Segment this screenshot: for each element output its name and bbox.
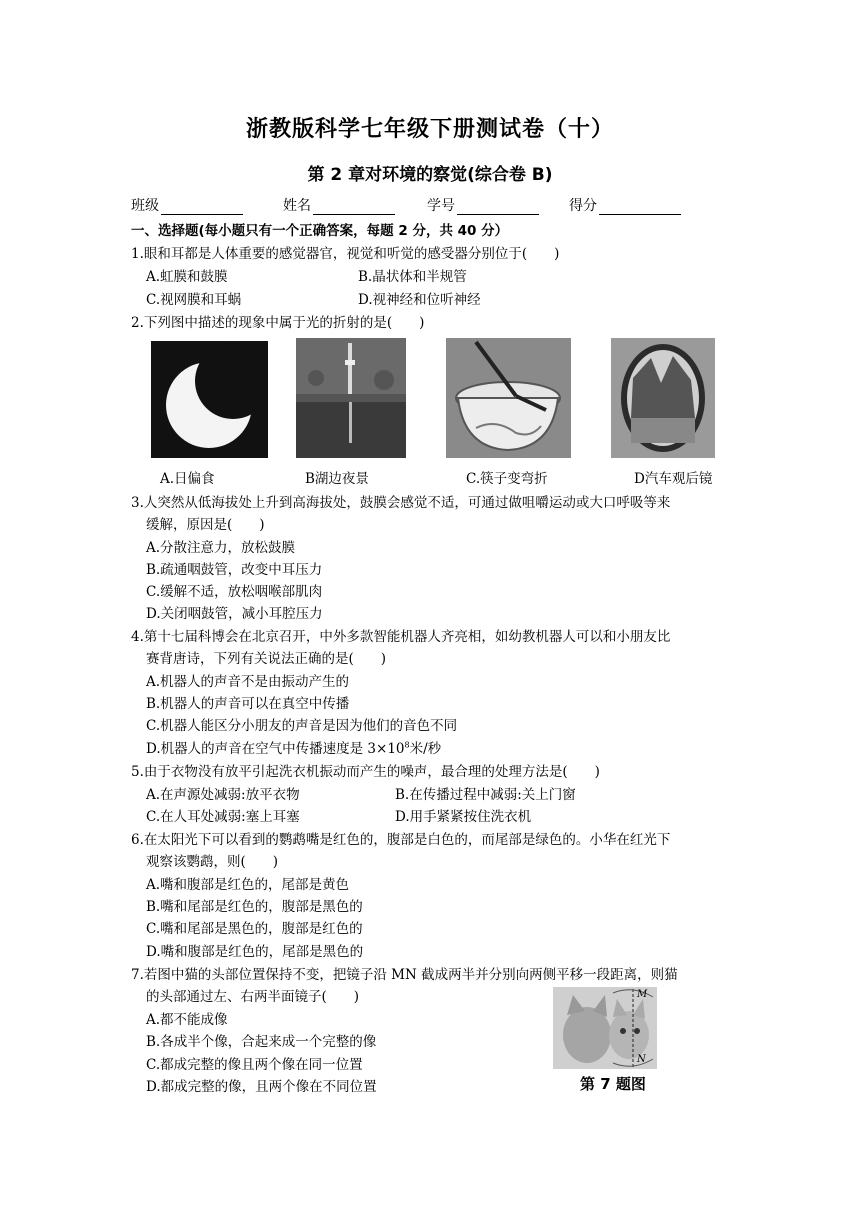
q7-figure-label-n: N xyxy=(637,1054,646,1065)
page-subtitle: 第 2 章对环境的察觉(综合卷 B) xyxy=(307,165,553,185)
q1-option-b: B.晶状体和半规管 xyxy=(358,269,467,285)
q1-option-a: A.虹膜和鼓膜 xyxy=(146,269,228,285)
q3-stem-line1: 3.人突然从低海拔处上升到高海拔处，鼓膜会感觉不适，可通过做咀嚼运动或大口呼吸等来 xyxy=(131,495,671,511)
q6-stem-line2: 观察该鹦鹉，则( ) xyxy=(146,854,279,870)
class-label: 班级 xyxy=(131,198,159,214)
q1-stem: 1.眼和耳都是人体重要的感觉器官，视觉和听觉的感受器分别位于( ) xyxy=(131,246,560,262)
student-info-row xyxy=(131,195,681,215)
q4-stem-line2: 赛背唐诗，下列有关说法正确的是( ) xyxy=(146,651,387,667)
q6-stem-line1: 6.在太阳光下可以看到的鹦鹉嘴是红色的，腹部是白色的，而尾部是绿色的。小华在红光下 xyxy=(131,832,671,848)
q3-option-c: C.缓解不适，放松咽喉部肌肉 xyxy=(146,584,323,600)
q7-figure-caption: 第 7 题图 xyxy=(580,1075,646,1093)
partial-eclipse-image xyxy=(151,341,268,458)
score-field xyxy=(569,195,681,215)
q3-option-a: A.分散注意力，放松鼓膜 xyxy=(146,540,296,556)
q7-option-d: D.都成完整的像，且两个像在不同位置 xyxy=(146,1079,377,1095)
q4-stem-line1: 4.第十七届科博会在北京召开，中外多款智能机器人齐亮相，如幼教机器人可以和小朋友比 xyxy=(131,629,671,645)
car-side-mirror-image xyxy=(611,338,715,458)
q4-option-d-unit: 米/秒 xyxy=(409,741,442,757)
class-blank xyxy=(161,200,243,215)
q6-option-d: D.嘴和腹部是红色的，尾部是黑色的 xyxy=(146,944,364,960)
q5-option-a: A.在声源处减弱:放平衣物 xyxy=(146,787,300,803)
q5-option-d: D.用手紧紧按住洗衣机 xyxy=(395,809,532,825)
q7-figure-label-m: M xyxy=(637,989,648,1000)
q4-option-c: C.机器人能区分小朋友的声音是因为他们的音色不同 xyxy=(146,718,458,734)
bent-chopsticks-bowl-image xyxy=(446,338,571,458)
q7-option-b: B.各成半个像，合起来成一个完整的像 xyxy=(146,1034,377,1050)
name-field xyxy=(283,195,395,215)
q2-caption-b: B湖边夜景 xyxy=(305,471,369,487)
name-blank xyxy=(313,200,395,215)
q3-option-d: D.关闭咽鼓管，减小耳腔压力 xyxy=(146,606,323,622)
q6-option-c: C.嘴和尾部是黑色的，腹部是红色的 xyxy=(146,921,363,937)
q3-option-b: B.疏通咽鼓管，改变中耳压力 xyxy=(146,562,323,578)
q5-stem: 5.由于衣物没有放平引起洗衣机振动而产生的噪声，最合理的处理方法是( ) xyxy=(131,764,600,780)
q2-caption-c: C.筷子变弯折 xyxy=(466,471,548,487)
q4-option-a: A.机器人的声音不是由振动产生的 xyxy=(146,674,350,690)
id-label: 学号 xyxy=(427,198,455,214)
page-title: 浙教版科学七年级下册测试卷（十） xyxy=(245,117,614,142)
lake-night-scene-image xyxy=(296,338,406,458)
q5-option-c: C.在人耳处减弱:塞上耳塞 xyxy=(146,809,300,825)
q4-option-b: B.机器人的声音可以在真空中传播 xyxy=(146,696,350,712)
q1-option-c: C.视网膜和耳蜗 xyxy=(146,292,242,308)
q5-option-b: B.在传播过程中减弱:关上门窗 xyxy=(395,787,576,803)
id-field xyxy=(427,195,539,215)
score-label: 得分 xyxy=(569,198,597,214)
q3-stem-line2: 缓解，原因是( ) xyxy=(146,517,265,533)
q2-stem: 2.下列图中描述的现象中属于光的折射的是( ) xyxy=(131,315,425,331)
q1-option-d: D.视神经和位听神经 xyxy=(358,292,481,308)
name-label: 姓名 xyxy=(283,198,311,214)
class-field xyxy=(131,195,243,215)
q4-option-d xyxy=(146,737,441,757)
q6-option-b: B.嘴和尾部是红色的，腹部是黑色的 xyxy=(146,899,363,915)
q2-caption-a: A.日偏食 xyxy=(160,471,215,487)
q7-stem-line1: 7.若图中猫的头部位置保持不变，把镜子沿 MN 截成两半并分别向两侧平移一段距离，则猫 xyxy=(131,967,678,983)
q6-option-a: A.嘴和腹部是红色的，尾部是黄色 xyxy=(146,877,350,893)
q2-caption-d: D汽车观后镜 xyxy=(634,471,713,487)
q7-option-c: C.都成完整的像且两个像在同一位置 xyxy=(146,1057,363,1073)
section-header: 一、选择题(每小题只有一个正确答案，每题 2 分，共 40 分） xyxy=(131,223,509,239)
q4-option-d-text: D.机器人的声音在空气中传播速度是 3×10 xyxy=(146,741,405,757)
q7-option-a: A.都不能成像 xyxy=(146,1012,228,1028)
id-blank xyxy=(457,200,539,215)
q4-option-d-exponent: 8 xyxy=(404,740,410,750)
q7-stem-line2: 的头部通过左、右两半面镜子( ) xyxy=(146,989,360,1005)
score-blank xyxy=(599,200,681,215)
